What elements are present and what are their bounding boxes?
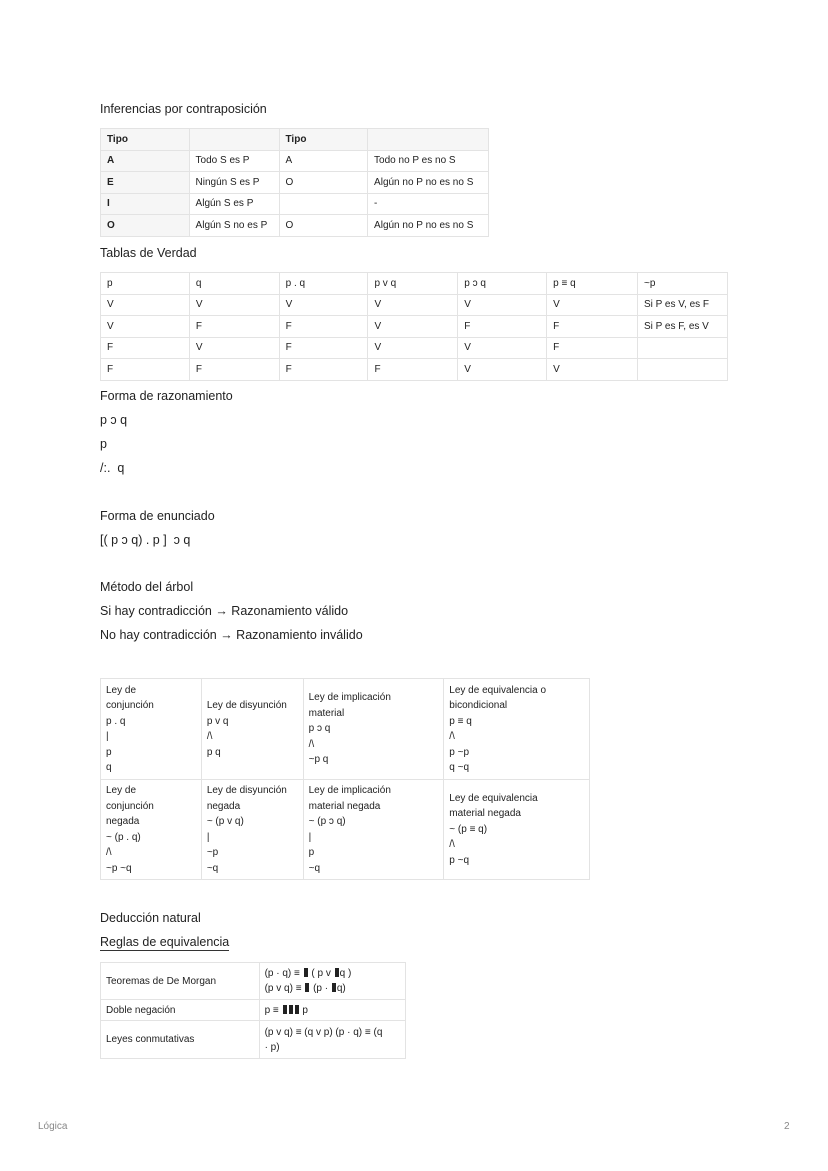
- table-cell: V: [189, 337, 279, 359]
- formula-text: p v: [317, 968, 334, 979]
- law-line: ~p q: [308, 754, 329, 766]
- table-cell: F: [279, 316, 368, 338]
- table-cell: [259, 963, 405, 1000]
- table-header-cell: Tipo: [279, 129, 368, 151]
- table-cell: Algún no P no es no S: [368, 215, 489, 237]
- law-line: /\: [449, 731, 455, 742]
- law-line: p ɔ q: [308, 723, 331, 735]
- truth-table: [100, 272, 728, 381]
- table-header-cell: Tipo: [101, 129, 190, 151]
- law-line: Ley de: [106, 785, 137, 796]
- table-cell: [303, 679, 444, 780]
- law-line: Ley de equivalencia: [449, 792, 538, 804]
- law-line: ~p ~q: [106, 862, 132, 874]
- table-cell: Leyes conmutativas: [101, 1021, 260, 1059]
- formula-text: (p ·: [310, 983, 331, 994]
- law-line: ~ (p ≡ q): [449, 823, 488, 835]
- table-cell: Teoremas de De Morgan: [101, 963, 260, 1000]
- footer-left: Lógica: [38, 1121, 68, 1132]
- block-glyph: [335, 968, 339, 977]
- formula-line: [( p ɔ q) . p ] ɔ q: [100, 533, 191, 547]
- laws-table: [100, 678, 590, 880]
- table-cell: A: [279, 150, 368, 172]
- table-cell: V: [547, 359, 638, 381]
- table-cell: [201, 780, 303, 880]
- law-line: Ley de implicación: [308, 785, 391, 796]
- table-header-cell: p ɔ q: [458, 273, 547, 295]
- formula-text: (p · q) ≡: [264, 968, 303, 979]
- table-row: [101, 679, 590, 780]
- table-cell: I: [101, 193, 190, 215]
- table-cell: V: [458, 337, 547, 359]
- section-title-forma-razonamiento: Forma de razonamiento: [100, 389, 233, 403]
- table-header-cell: [368, 129, 489, 151]
- table-row: [101, 215, 489, 237]
- table-cell: A: [101, 150, 190, 172]
- law-line: ~p: [206, 847, 219, 858]
- table-cell: O: [279, 172, 368, 194]
- formula-line: p: [100, 437, 107, 451]
- table-cell: [259, 1021, 405, 1059]
- law-line: /\: [449, 839, 455, 851]
- law-line: Ley de: [106, 684, 137, 696]
- block-glyph: [304, 968, 308, 977]
- formula-text: p: [302, 1004, 308, 1016]
- table-row: [101, 150, 489, 172]
- table-cell: Algún no P no es no S: [368, 172, 489, 194]
- table-cell: V: [368, 294, 458, 316]
- law-line: Ley de implicación: [308, 692, 391, 704]
- formula-line: p ɔ q: [100, 413, 128, 427]
- law-line: conjunción: [106, 800, 154, 812]
- law-line: |: [308, 831, 312, 843]
- law-line: p ~p: [449, 746, 470, 758]
- block-glyph: [283, 1005, 287, 1014]
- law-line: Ley de disyunción: [206, 785, 287, 796]
- table-cell: F: [547, 316, 638, 338]
- table-cell: V: [368, 337, 458, 359]
- table-row: [101, 294, 728, 316]
- law-line: p v q: [206, 715, 229, 727]
- table-cell: F: [279, 359, 368, 381]
- law-line: p: [106, 746, 112, 758]
- table-row: [101, 1021, 406, 1059]
- table-cell: F: [368, 359, 458, 381]
- table-cell: [444, 780, 590, 880]
- table-cell: O: [101, 215, 190, 237]
- formula-text: (: [308, 968, 318, 979]
- table-cell: Si P es V, es F: [637, 294, 727, 316]
- law-line: q: [106, 762, 112, 773]
- table-cell: F: [189, 316, 279, 338]
- table-cell: Algún S no es P: [189, 215, 279, 237]
- table-cell: Algún S es P: [189, 193, 279, 215]
- section-title-metodo-arbol: Método del árbol: [100, 580, 194, 594]
- law-line: ~q: [206, 862, 219, 874]
- table-cell: F: [547, 337, 638, 359]
- table-cell: [444, 679, 590, 780]
- formula-text: p ≡: [264, 1004, 282, 1016]
- law-line: ~ (p ɔ q): [308, 816, 346, 827]
- law-line: material negada: [308, 800, 381, 812]
- table-header-cell: p . q: [279, 273, 368, 295]
- law-line: /\: [308, 738, 315, 750]
- table-row: [101, 337, 728, 359]
- formula-text: q ): [339, 968, 352, 979]
- law-line: |: [106, 731, 109, 742]
- formula-line: [265, 966, 400, 981]
- law-line: conjunción: [106, 700, 154, 711]
- table-cell: [279, 193, 368, 215]
- page-number: 2: [784, 1121, 790, 1132]
- table-cell: V: [189, 294, 279, 316]
- law-line: p ≡ q: [449, 715, 472, 727]
- contraposicion-table: [100, 128, 489, 237]
- table-cell: V: [101, 316, 190, 338]
- law-line: p q: [206, 746, 221, 758]
- block-glyph: [289, 1005, 293, 1014]
- table-header-cell: q: [189, 273, 279, 295]
- table-cell: Ningún S es P: [189, 172, 279, 194]
- law-line: ~ (p v q): [206, 816, 244, 827]
- law-line: negada: [206, 800, 241, 812]
- table-cell: [637, 359, 727, 381]
- block-glyph: [332, 983, 336, 992]
- law-line: negada: [106, 816, 140, 827]
- table-cell: Todo no P es no S: [368, 150, 489, 172]
- table-row: [101, 1000, 406, 1021]
- section-title-tablas: Tablas de Verdad: [100, 246, 197, 260]
- formula-text: q): [336, 983, 346, 994]
- formula-line: (p v q) ≡ (q v p) (p · q) ≡ (q: [264, 1026, 383, 1038]
- table-cell: [101, 780, 202, 880]
- law-line: p ~q: [449, 854, 470, 866]
- law-line: /\: [206, 731, 213, 742]
- table-cell: -: [368, 193, 489, 215]
- table-cell: V: [458, 294, 547, 316]
- table-row: [101, 193, 489, 215]
- table-cell: V: [547, 294, 638, 316]
- law-line: p . q: [106, 715, 126, 727]
- table-header-cell: [189, 129, 279, 151]
- section-title-forma-enunciado: Forma de enunciado: [100, 509, 215, 523]
- law-line: ~ (p . q): [106, 831, 141, 843]
- table-cell: V: [279, 294, 368, 316]
- block-glyph: [295, 1005, 299, 1014]
- table-header-row: [101, 273, 728, 295]
- law-line: p: [308, 847, 315, 858]
- law-line: material negada: [449, 808, 521, 820]
- table-cell: [637, 337, 727, 359]
- law-line: ~q: [308, 862, 321, 874]
- table-cell: [259, 1000, 405, 1021]
- table-cell: O: [279, 215, 368, 237]
- table-cell: F: [101, 337, 190, 359]
- table-cell: V: [101, 294, 190, 316]
- table-cell: [201, 679, 303, 780]
- table-cell: F: [189, 359, 279, 381]
- table-cell: Doble negación: [101, 1000, 260, 1021]
- law-line: material: [308, 707, 345, 719]
- law-line: |: [206, 831, 210, 843]
- table-header-cell: p: [101, 273, 190, 295]
- block-glyph: [305, 983, 309, 992]
- law-line: Ley de equivalencia o: [449, 684, 547, 696]
- table-cell: E: [101, 172, 190, 194]
- rule-line: Si hay contradicción → Razonamiento válido: [100, 604, 349, 618]
- table-header-cell: ~p: [637, 273, 727, 295]
- table-cell: V: [368, 316, 458, 338]
- table-cell: V: [458, 359, 547, 381]
- table-cell: F: [458, 316, 547, 338]
- table-cell: Todo S es P: [189, 150, 279, 172]
- table-header-cell: p ≡ q: [547, 273, 638, 295]
- subsection-title-reglas: [100, 935, 229, 949]
- formula-text: (p v q) ≡: [264, 983, 305, 994]
- table-cell: Si P es F, es V: [637, 316, 727, 338]
- rule-line: No hay contradicción → Razonamiento inválido: [100, 628, 363, 642]
- table-row: [101, 172, 489, 194]
- law-line: Ley de disyunción: [206, 700, 287, 711]
- table-cell: [303, 780, 444, 880]
- law-line: q ~q: [449, 762, 470, 773]
- formula-line: · p): [264, 1041, 280, 1053]
- table-cell: [101, 679, 202, 780]
- section-title-deduccion: Deducción natural: [100, 911, 201, 925]
- section-title-contraposicion: Inferencias por contraposición: [100, 102, 267, 116]
- table-header-row: [101, 129, 489, 151]
- law-line: bicondicional: [449, 700, 508, 711]
- table-cell: F: [279, 337, 368, 359]
- table-header-cell: p v q: [368, 273, 458, 295]
- subsection-title-text: Reglas de equivalencia: [100, 935, 230, 949]
- table-row: [101, 780, 590, 880]
- table-row: [101, 359, 728, 381]
- formula-line: /:. q: [100, 461, 125, 475]
- equivalence-table: [100, 962, 406, 1059]
- table-row: [101, 963, 406, 1000]
- law-line: /\: [106, 847, 112, 858]
- table-row: [101, 316, 728, 338]
- formula-line: [265, 981, 400, 996]
- table-cell: F: [101, 359, 190, 381]
